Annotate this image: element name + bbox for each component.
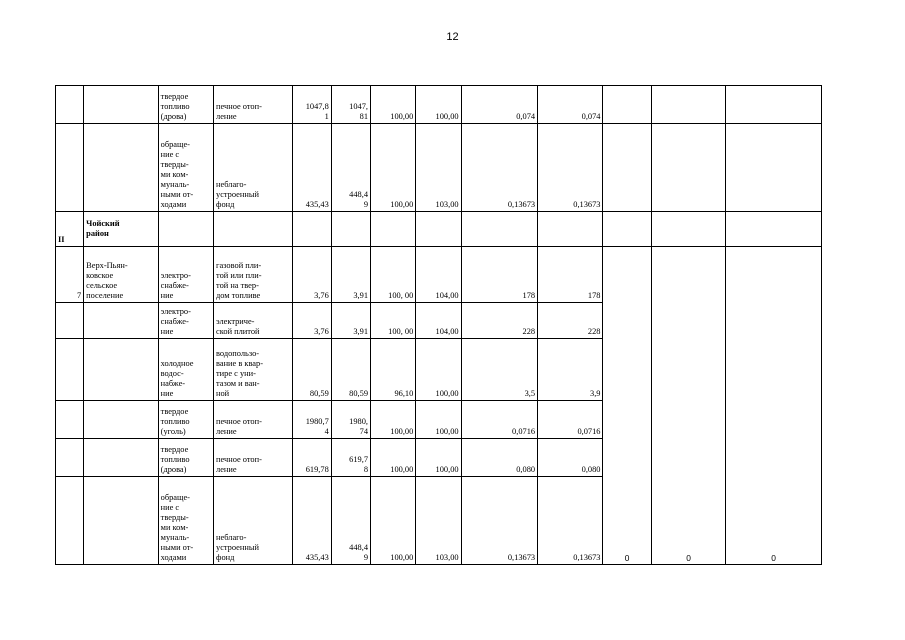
merged-value-2: 0 xyxy=(651,247,725,565)
table-row xyxy=(56,86,822,124)
cell-value-1: 80,59 xyxy=(292,339,331,401)
cell-value-1: 435,43 xyxy=(292,124,331,212)
cell-norm-1: 228 xyxy=(461,303,537,339)
cell-percent-2: 100,00 xyxy=(416,339,461,401)
district-row xyxy=(56,212,822,247)
tariff-table xyxy=(55,85,822,565)
cell-norm-1 xyxy=(461,212,537,247)
cell-value-1: 1980,7 4 xyxy=(292,401,331,439)
cell-norm-2: 0,0716 xyxy=(538,401,603,439)
cell-extra-1 xyxy=(603,212,651,247)
cell-extra-2 xyxy=(651,212,725,247)
cell-condition xyxy=(214,212,293,247)
cell-percent-2: 100,00 xyxy=(416,86,461,124)
cell-number xyxy=(56,303,84,339)
cell-settlement xyxy=(84,86,158,124)
cell-number: 7 xyxy=(56,247,84,303)
cell-value-1 xyxy=(292,212,331,247)
cell-number xyxy=(56,124,84,212)
table-row xyxy=(56,124,822,212)
cell-norm-1: 3,5 xyxy=(461,339,537,401)
cell-extra-1 xyxy=(603,124,651,212)
cell-percent-1: 100, 00 xyxy=(371,303,416,339)
cell-condition: печное отоп- ление xyxy=(214,401,293,439)
cell-percent-1: 100,00 xyxy=(371,477,416,565)
cell-extra-2 xyxy=(651,124,725,212)
cell-settlement xyxy=(84,124,158,212)
district-name: Чойский район xyxy=(84,212,158,247)
cell-norm-2: 0,074 xyxy=(538,86,603,124)
cell-number xyxy=(56,439,84,477)
cell-extra-3 xyxy=(726,124,822,212)
cell-norm-2: 0,080 xyxy=(538,439,603,477)
cell-condition: печное отоп- ление xyxy=(214,439,293,477)
cell-condition: газовой пли- той или пли- той на твер- дом топливе xyxy=(214,247,293,303)
cell-condition: неблаго- устроенный фонд xyxy=(214,124,293,212)
cell-value-2 xyxy=(331,212,370,247)
cell-value-2: 1980, 74 xyxy=(331,401,370,439)
cell-value-2: 3,91 xyxy=(331,247,370,303)
cell-number xyxy=(56,339,84,401)
cell-value-1: 1047,8 1 xyxy=(292,86,331,124)
cell-percent-2: 100,00 xyxy=(416,401,461,439)
merged-value-1: 0 xyxy=(603,247,651,565)
merged-value-3: 0 xyxy=(726,247,822,565)
cell-percent-2: 103,00 xyxy=(416,124,461,212)
table-row xyxy=(56,247,822,303)
cell-percent-2 xyxy=(416,212,461,247)
cell-norm-2 xyxy=(538,212,603,247)
cell-value-2: 619,7 8 xyxy=(331,439,370,477)
cell-percent-1: 100,00 xyxy=(371,401,416,439)
cell-service: твердое топливо (дрова) xyxy=(158,86,213,124)
cell-service: твердое топливо (дрова) xyxy=(158,439,213,477)
cell-service: обраще- ние с тверды- ми ком- муналь- ными от- ходами xyxy=(158,477,213,565)
cell-percent-1 xyxy=(371,212,416,247)
cell-extra-3 xyxy=(726,86,822,124)
cell-settlement xyxy=(84,339,158,401)
cell-norm-2: 0,13673 xyxy=(538,477,603,565)
cell-condition: электриче- ской плитой xyxy=(214,303,293,339)
section-number: II xyxy=(56,212,84,247)
cell-value-2: 80,59 xyxy=(331,339,370,401)
cell-settlement xyxy=(84,303,158,339)
cell-value-1: 3,76 xyxy=(292,247,331,303)
cell-norm-1: 0,080 xyxy=(461,439,537,477)
cell-norm-2: 3,9 xyxy=(538,339,603,401)
cell-percent-2: 100,00 xyxy=(416,439,461,477)
cell-norm-2: 0,13673 xyxy=(538,124,603,212)
cell-value-2: 3,91 xyxy=(331,303,370,339)
cell-service: твердое топливо (уголь) xyxy=(158,401,213,439)
cell-service: электро- снабже- ние xyxy=(158,247,213,303)
cell-number xyxy=(56,86,84,124)
cell-value-1: 435,43 xyxy=(292,477,331,565)
cell-norm-2: 178 xyxy=(538,247,603,303)
cell-extra-2 xyxy=(651,86,725,124)
cell-norm-1: 178 xyxy=(461,247,537,303)
cell-norm-2: 228 xyxy=(538,303,603,339)
cell-norm-1: 0,13673 xyxy=(461,124,537,212)
cell-settlement xyxy=(84,477,158,565)
cell-percent-2: 103,00 xyxy=(416,477,461,565)
cell-settlement xyxy=(84,439,158,477)
cell-value-2: 1047, 81 xyxy=(331,86,370,124)
cell-percent-1: 100,00 xyxy=(371,124,416,212)
cell-norm-1: 0,0716 xyxy=(461,401,537,439)
cell-value-2: 448,4 9 xyxy=(331,124,370,212)
cell-percent-2: 104,00 xyxy=(416,247,461,303)
cell-service xyxy=(158,212,213,247)
cell-percent-1: 96,10 xyxy=(371,339,416,401)
cell-percent-1: 100, 00 xyxy=(371,247,416,303)
cell-value-2: 448,4 9 xyxy=(331,477,370,565)
cell-condition: печное отоп- ление xyxy=(214,86,293,124)
cell-percent-2: 104,00 xyxy=(416,303,461,339)
cell-condition: неблаго- устроенный фонд xyxy=(214,477,293,565)
cell-service: холодное водос- набже- ние xyxy=(158,339,213,401)
cell-number xyxy=(56,401,84,439)
cell-percent-1: 100,00 xyxy=(371,86,416,124)
cell-service: электро- снабже- ние xyxy=(158,303,213,339)
page-number: 12 xyxy=(446,31,459,43)
cell-norm-1: 0,074 xyxy=(461,86,537,124)
cell-settlement xyxy=(84,401,158,439)
cell-value-1: 619,78 xyxy=(292,439,331,477)
cell-number xyxy=(56,477,84,565)
cell-value-1: 3,76 xyxy=(292,303,331,339)
cell-service: обраще- ние с тверды- ми ком- муналь- ными от- ходами xyxy=(158,124,213,212)
cell-extra-3 xyxy=(726,212,822,247)
cell-extra-1 xyxy=(603,86,651,124)
cell-settlement: Верх-Пьян- ковское сельское поселение xyxy=(84,247,158,303)
cell-norm-1: 0,13673 xyxy=(461,477,537,565)
cell-percent-1: 100,00 xyxy=(371,439,416,477)
cell-condition: водопользо- вание в квар- тире с уни- тазом и ван- ной xyxy=(214,339,293,401)
